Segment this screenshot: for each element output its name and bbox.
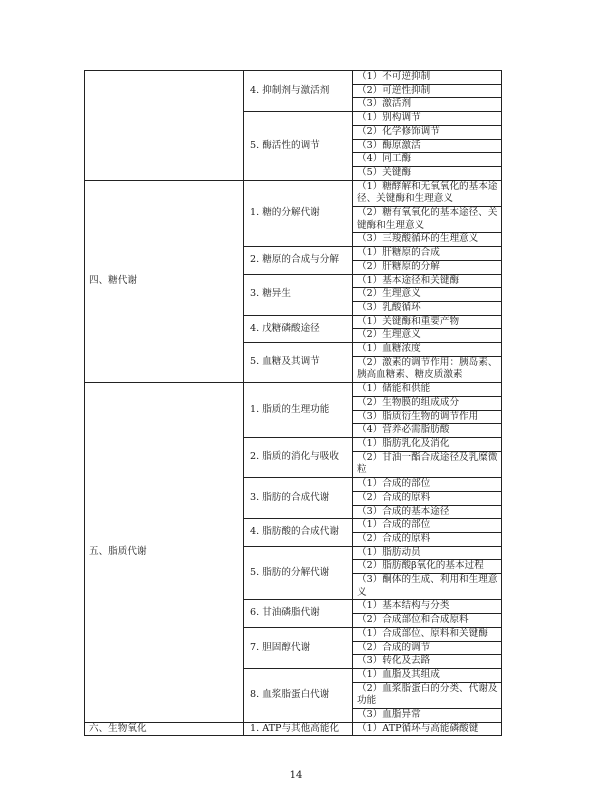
table-row [85,383,502,397]
point-cell: （3）三羧酸循环的生理意义 [353,233,502,247]
point-cell: （1）血糖浓度 [353,343,502,357]
table-row [85,180,502,206]
point-cell: （3）激活剂 [353,98,502,112]
element-cell: 1. 脂质的生理功能 [244,383,353,438]
point-cell: （1）基本途径和关键酶 [353,274,502,288]
element-cell: 4. 戊糖磷酸途径 [244,315,353,342]
point-cell: （4）同工酶 [353,153,502,167]
table-row [85,71,502,85]
point-cell: （2）激素的调节作用：胰岛素、胰高血糖素、糖皮质激素 [353,356,502,382]
point-cell: （3）合成的基本途径 [353,505,502,519]
element-cell: 7. 胆固醇代谢 [244,627,353,668]
element-cell: 2. 糖原的合成与分解 [244,247,353,274]
point-cell: （2）脂肪酸β氧化的基本过程 [353,560,502,574]
point-cell: （1）不可逆抑制 [353,71,502,85]
element-cell: 1. ATP与其他高能化 [244,722,353,736]
point-cell: （4）营养必需脂肪酸 [353,424,502,438]
element-cell: 4. 抑制剂与激活剂 [244,71,353,112]
element-cell: 1. 糖的分解代谢 [244,180,353,247]
point-cell: （1）别构调节 [353,112,502,126]
element-cell: 3. 糖异生 [244,274,353,315]
point-cell: （2）生理意义 [353,288,502,302]
element-cell: 5. 血糖及其调节 [244,343,353,383]
table-row [85,722,502,736]
point-cell: （2）生理意义 [353,329,502,343]
point-cell: （3）酮体的生成、利用和生理意义 [353,574,502,600]
point-cell: （1）合成的部位 [353,519,502,533]
point-cell: （1）脂肪动员 [353,546,502,560]
point-cell: （2）甘油一酯合成途径及乳糜微粒 [353,451,502,477]
point-cell: （1）合成的部位 [353,478,502,492]
point-cell: （2）可逆性抑制 [353,84,502,98]
point-cell: （2）化学修饰调节 [353,125,502,139]
element-cell: 8. 血浆脂蛋白代谢 [244,668,353,722]
point-cell: （3）血脂异常 [353,709,502,723]
unit-cell: 四、糖代谢 [85,180,244,383]
element-cell: 3. 脂肪的合成代谢 [244,478,353,519]
point-cell: （2）合成的原料 [353,491,502,505]
point-cell: （1）血脂及其组成 [353,668,502,682]
unit-cell: 六、生物氧化 [85,722,244,736]
point-cell: （2）合成的调节 [353,641,502,655]
point-cell: （2）合成的原料 [353,532,502,546]
element-cell: 4. 脂肪酸的合成代谢 [244,519,353,546]
element-cell: 5. 脂肪的分解代谢 [244,546,353,600]
point-cell: （1）糖酵解和无氧氧化的基本途径、关键酶和生理意义 [353,180,502,206]
element-cell: 5. 酶活性的调节 [244,112,353,181]
point-cell: （1）储能和供能 [353,383,502,397]
point-cell: （1）脂肪乳化及消化 [353,437,502,451]
point-cell: （2）肝糖原的分解 [353,260,502,274]
page-number: 14 [289,770,303,781]
point-cell: （3）脂质衍生物的调节作用 [353,410,502,424]
point-cell: （3）乳酸循环 [353,301,502,315]
point-cell: （2）糖有氧氧化的基本途径、关键酶和生理意义 [353,207,502,233]
unit-cell [85,71,244,181]
point-cell: （3）转化及去路 [353,655,502,669]
point-cell: （3）酶原激活 [353,139,502,153]
point-cell: （2）合成部位和合成原料 [353,614,502,628]
element-cell: 6. 甘油磷脂代谢 [244,600,353,627]
point-cell: （5）关键酶 [353,166,502,180]
point-cell: （2）血浆脂蛋白的分类、代谢及功能 [353,682,502,708]
point-cell: （1）ATP循环与高能磷酸键 [353,722,502,736]
point-cell: （1）关键酶和重要产物 [353,315,502,329]
point-cell: （1）肝糖原的合成 [353,247,502,261]
unit-cell: 五、脂质代谢 [85,383,244,723]
point-cell: （1）合成部位、原料和关键酶 [353,627,502,641]
element-cell: 2. 脂质的消化与吸收 [244,437,353,477]
point-cell: （1）基本结构与分类 [353,600,502,614]
syllabus-table [84,70,502,736]
point-cell: （2）生物膜的组成成分 [353,396,502,410]
